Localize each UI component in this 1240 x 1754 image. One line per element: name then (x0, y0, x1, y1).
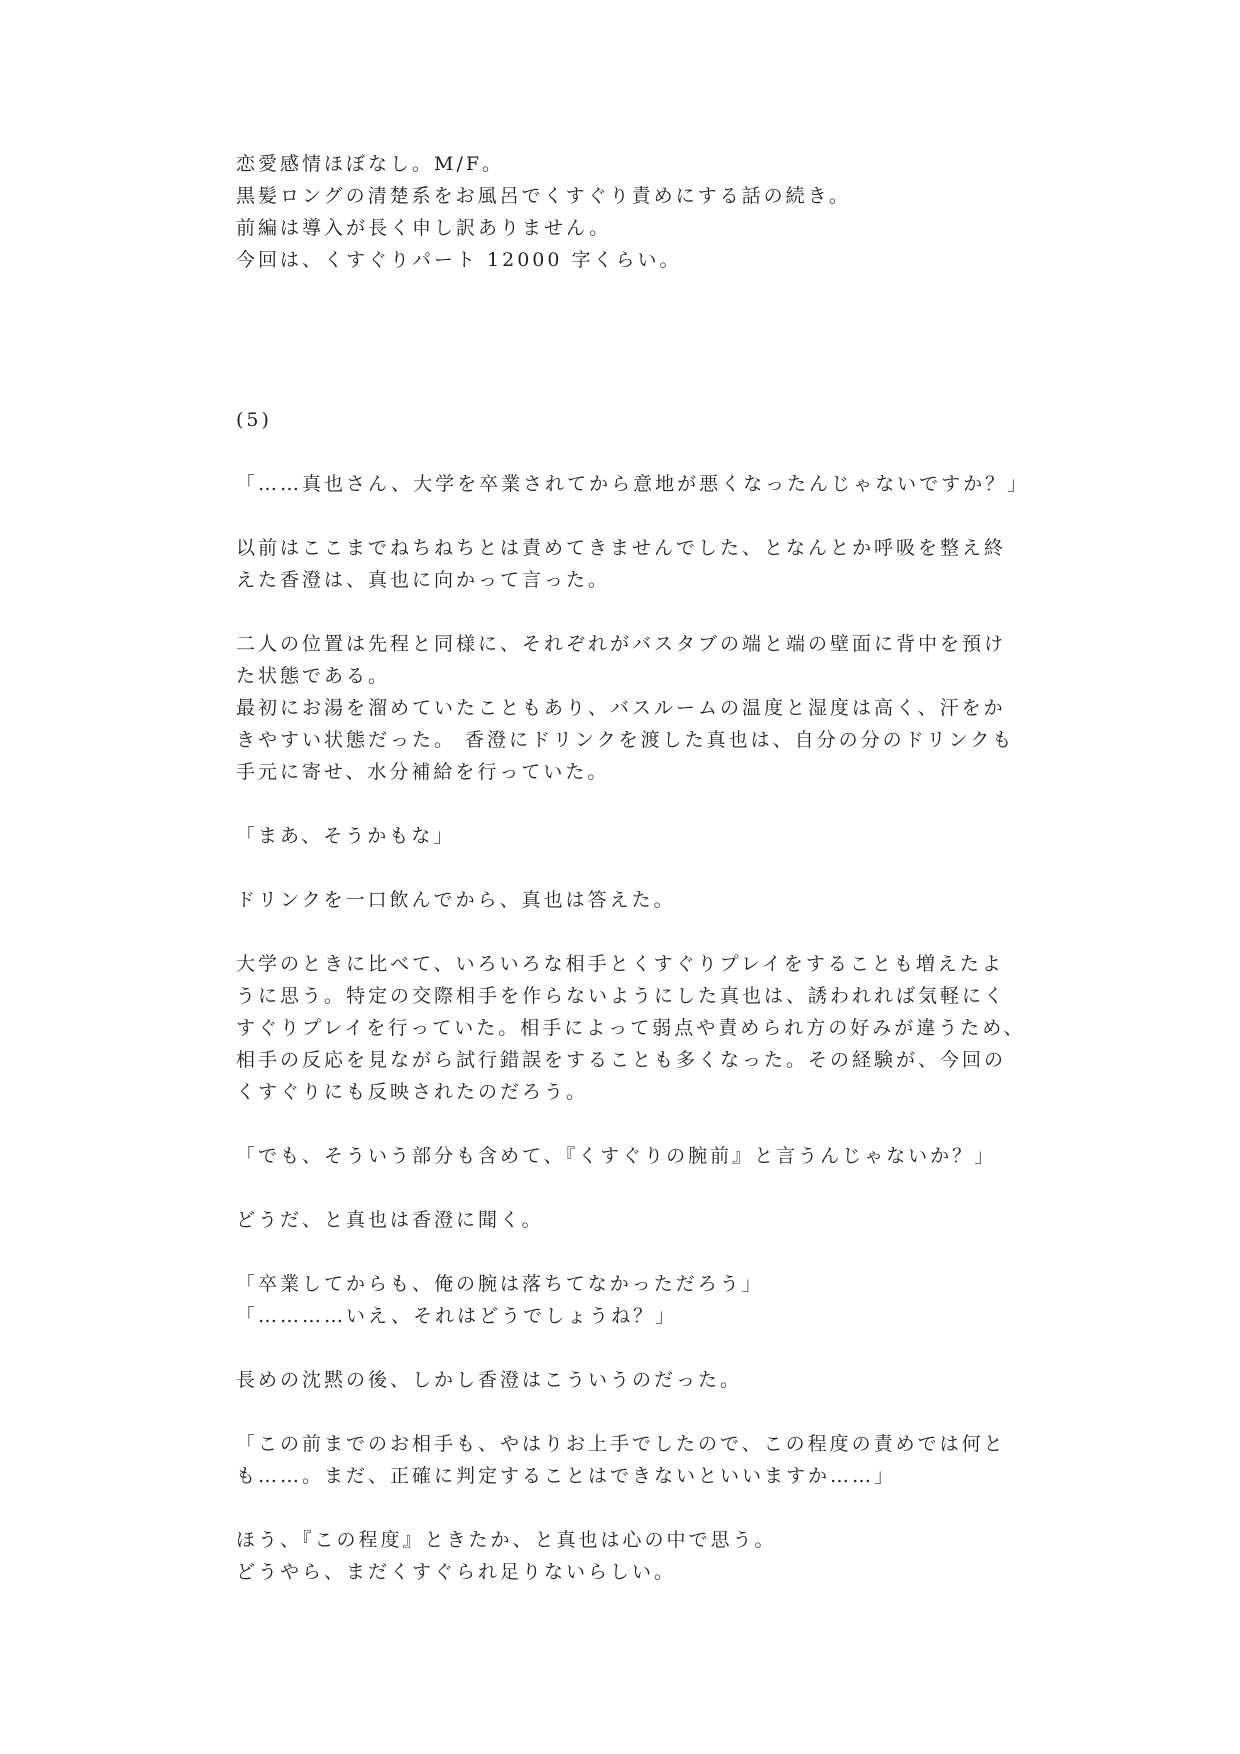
paragraph-gap (236, 500, 1006, 532)
text-line: 「……真也さん、大学を卒業されてから意地が悪くなったんじゃないですか？」 (236, 473, 1030, 495)
text-line: た状態である。 (236, 665, 391, 687)
text-line: 「この前までのお相手も、やはりお上手でしたので、この程度の責めでは何と (236, 1433, 1006, 1455)
paragraph-gap (236, 916, 1006, 948)
paragraph-gap (236, 1396, 1006, 1428)
paragraph (236, 1204, 1006, 1236)
text-line: 長めの沈黙の後、しかし香澄はこういうのだった。 (236, 1369, 743, 1391)
paragraph (236, 1364, 1006, 1396)
section-gap (236, 276, 1006, 404)
text-line: きやすい状態だった。 香澄にドリンクを渡した真也は、自分の分のドリンクも (236, 729, 1015, 751)
paragraph (236, 468, 1030, 500)
text-line: ほう、『この程度』ときたか、と真也は心の中で思う。 (236, 1529, 777, 1551)
paragraph (236, 1140, 1006, 1172)
text-line: 「まあ、そうかもな」 (236, 825, 456, 847)
intro-line: 恋愛感情ほぼなし。M/F。 (236, 153, 505, 175)
intro-section (236, 148, 1006, 276)
text-line: どうだ、と真也は香澄に聞く。 (236, 1209, 544, 1231)
paragraph (236, 948, 1026, 1108)
paragraph-gap (236, 436, 1006, 468)
text-line: 「…………いえ、それはどうでしょうね？」 (236, 1305, 678, 1327)
paragraph (236, 628, 1015, 788)
paragraph-gap (236, 1172, 1006, 1204)
text-line: 以前はここまでねちねちとは責めてきませんでした、となんとか呼吸を整え終 (236, 537, 1007, 559)
paragraph-gap (236, 852, 1006, 884)
intro-line: 黒髪ロングの清楚系をお風呂でくすぐり責めにする話の続き。 (236, 185, 851, 207)
intro-line: 今回は、くすぐりパート 12000 字くらい。 (236, 249, 682, 271)
document-body (236, 148, 1030, 1588)
intro-line: 前編は導入が長く申し訳ありません。 (236, 217, 612, 239)
text-line: も……。まだ、正確に判定することはできないといいますか……」 (236, 1465, 897, 1487)
text-line: 大学のときに比べて、いろいろな相手とくすぐりプレイをすることも増えたよ (236, 953, 1004, 975)
paragraph-gap (236, 1108, 1006, 1140)
text-line: 二人の位置は先程と同様に、それぞれがバスタブの端と端の壁面に背中を預け (236, 633, 1007, 655)
text-line: 最初にお湯を溜めていたこともあり、バスルームの温度と湿度は高く、汗をか (236, 697, 1006, 719)
text-line: えた香澄は、真也に向かって言った。 (236, 569, 611, 591)
text-line: 「でも、そういう部分も含めて、『くすぐりの腕前』と言うんじゃないか？」 (236, 1145, 997, 1167)
text-line: すぐりプレイを行っていた。相手によって弱点や責められ方の好みが違うため、 (236, 1017, 1026, 1039)
chapter-number: (5) (236, 409, 272, 431)
text-line: 「卒業してからも、俺の腕は落ちてなかっただろう」 (236, 1273, 764, 1295)
paragraph-gap (236, 596, 1006, 628)
text-line: どうやら、まだくすぐられ足りないらしい。 (236, 1561, 677, 1583)
paragraph (236, 1428, 1006, 1492)
paragraph (236, 1268, 1006, 1332)
text-line: 相手の反応を見ながら試行錯誤をすることも多くなった。その経験が、今回の (236, 1049, 1007, 1071)
paragraph-gap (236, 1492, 1006, 1524)
paragraph (236, 1524, 1006, 1588)
paragraph (236, 884, 1006, 916)
paragraph (236, 532, 1006, 596)
text-line: くすぐりにも反映されたのだろう。 (236, 1081, 589, 1103)
paragraph-gap (236, 788, 1006, 820)
paragraph-gap (236, 1332, 1006, 1364)
text-line: うに思う。特定の交際相手を作らないようにした真也は、誘われれば気軽にく (236, 985, 1007, 1007)
paragraph (236, 820, 1006, 852)
text-line: 手元に寄せ、水分補給を行っていた。 (236, 761, 610, 783)
text-line: ドリンクを一口飲んでから、真也は答えた。 (236, 889, 676, 911)
paragraph-gap (236, 1236, 1006, 1268)
